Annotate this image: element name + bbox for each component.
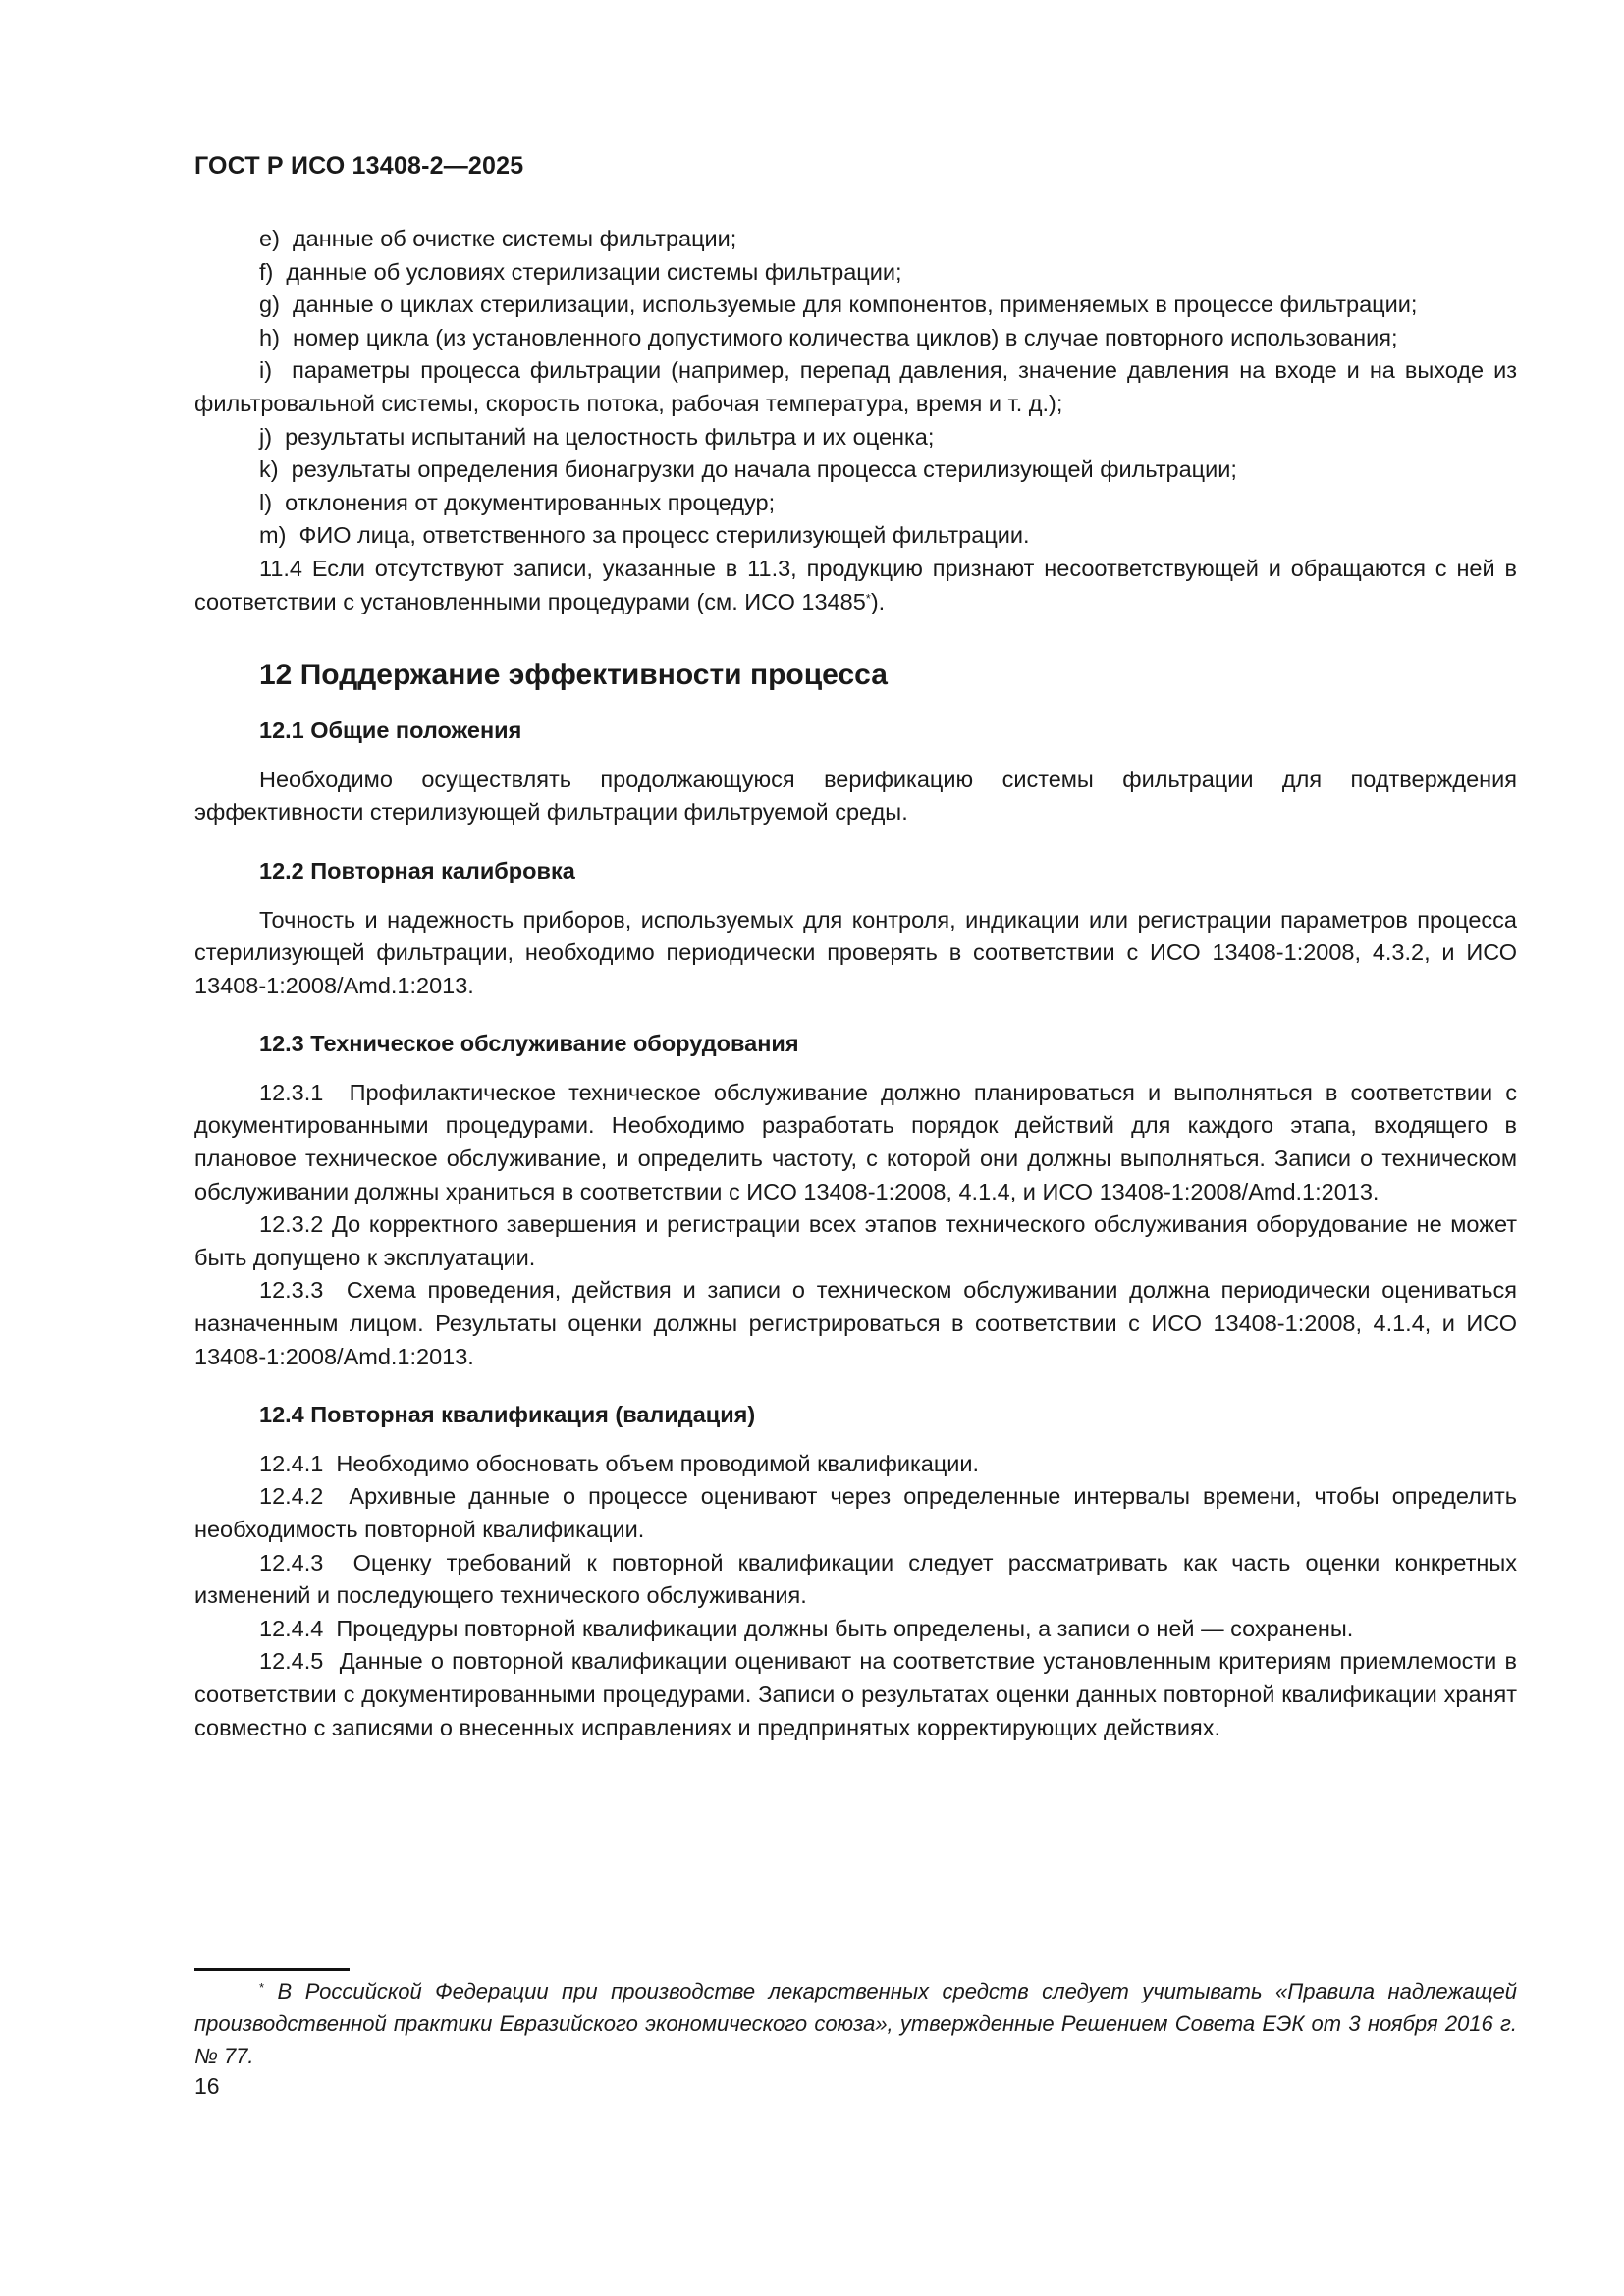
list-item: e) данные об очистке системы фильтрации;: [259, 226, 737, 251]
clause-12-4-5: 12.4.5 Данные о повторной квалификации оценивают на соответствие установленным критериям приемлемости в соответствии с документированными процедурами. Записи о результатах оценки данных повторной квалификации хранят совместно с записями о внесенных исправлениях и предпринятых корректирующих действиях.: [194, 1648, 1517, 1740]
subsection-12-1-heading: 12.1 Общие положения: [259, 718, 522, 744]
list-item: i) параметры процесса фильтрации (например, перепад давления, значение давления на входе и на выходе из фильтровальной системы, скорость потока, рабочая температура, время и т. д.);: [194, 357, 1518, 416]
footnote-marker: *: [259, 1980, 265, 1995]
clause-12-4-4: 12.4.4 Процедуры повторной квалификации должны быть определены, а записи о ней — сохранены.: [259, 1615, 1354, 1641]
clause-11-4: 11.4 Если отсутствуют записи, указанные в 11.3, продукцию признают несоответствующей и обращаются с ней в соответствии с установленными процедурами (см. ИСО 13485*).: [194, 555, 1517, 614]
section-12-heading: 12 Поддержание эффективности процесса: [259, 659, 888, 692]
paragraph-12-2: Точность и надежность приборов, используемых для контроля, индикации или регистрации параметров процесса стерилизующей фильтрации, необходимо периодически проверять в соответствии с ИСО 13408-1:2008, 4.3.2, и ИСО 13408-1:2008/Amd.1:2013.: [194, 906, 1517, 998]
running-header: ГОСТ Р ИСО 13408-2—2025: [194, 152, 524, 180]
records-list: [194, 223, 1517, 553]
subsection-12-2-heading: 12.2 Повторная калибровка: [259, 857, 575, 883]
list-item: h) номер цикла (из установленного допустимого количества циклов) в случае повторного использования;: [259, 324, 1398, 350]
clause-12-4-2: 12.4.2 Архивные данные о процессе оценивают через определенные интервалы времени, чтобы определить необходимость повторной квалификации.: [194, 1483, 1517, 1542]
subsection-12-4-heading: 12.4 Повторная квалификация (валидация): [259, 1402, 756, 1428]
list-item: g) данные о циклах стерилизации, используемые для компонентов, применяемых в процессе фильтрации;: [259, 292, 1418, 318]
footnote-divider: [194, 1968, 350, 1971]
list-item: k) результаты определения бионагрузки до начала процесса стерилизующей фильтрации;: [259, 456, 1237, 483]
page-number: 16: [194, 2073, 220, 2099]
document-body: [194, 223, 1517, 1744]
list-item: m) ФИО лица, ответственного за процесс стерилизующей фильтрации.: [259, 522, 1030, 549]
paragraph-12-1: Необходимо осуществлять продолжающуюся верификацию системы фильтрации для подтверждения эффективности стерилизующей фильтрации фильтруемой среды.: [194, 766, 1517, 826]
list-item: f) данные об условиях стерилизации системы фильтрации;: [259, 258, 902, 285]
footnote-reference[interactable]: *: [865, 590, 871, 606]
subsection-12-3-heading: 12.3 Техническое обслуживание оборудования: [259, 1031, 799, 1057]
clause-12-3-3: 12.3.3 Схема проведения, действия и записи о техническом обслуживании должна периодически оцениваться назначенным лицом. Результаты оценки должны регистрироваться в соответствии с ИСО 13408-1:2008, 4.1.4, и ИСО 13408-1:2008/Amd.1:2013.: [194, 1277, 1517, 1369]
clause-12-3-2: 12.3.2 До корректного завершения и регистрации всех этапов технического обслуживания оборудование не может быть допущено к эксплуатации.: [194, 1211, 1518, 1270]
clause-12-3-1: 12.3.1 Профилактическое техническое обслуживание должно планироваться и выполняться в соответствии с документированными процедурами. Необходимо разработать порядок действий для каждого этапа, входящего в плановое техническое обслуживание, и определить частоту, с которой они должны выполняться. Записи о техническом обслуживании должны храниться в соответствии с ИСО 13408-1:2008, 4.1.4, и ИСО 13408-1:2008/Amd.1:2013.: [194, 1079, 1518, 1204]
list-item: j) результаты испытаний на целостность фильтра и их оценка;: [259, 423, 935, 450]
clause-12-4-1: 12.4.1 Необходимо обосновать объем проводимой квалификации.: [259, 1450, 980, 1476]
clause-12-4-3: 12.4.3 Оценку требований к повторной квалификации следует рассматривать как часть оценки конкретных изменений и последующего технического обслуживания.: [194, 1549, 1518, 1609]
footnote-text: В Российской Федерации при производстве лекарственных средств следует учитывать «Правила надлежащей производственной практики Евразийского экономического союза», утвержденные Решением Совета ЕЭК от 3 ноября 2016 г. № 77.: [194, 1979, 1517, 2068]
list-item: l) отклонения от документированных процедур;: [259, 489, 776, 515]
footnote: [194, 1975, 1517, 2072]
